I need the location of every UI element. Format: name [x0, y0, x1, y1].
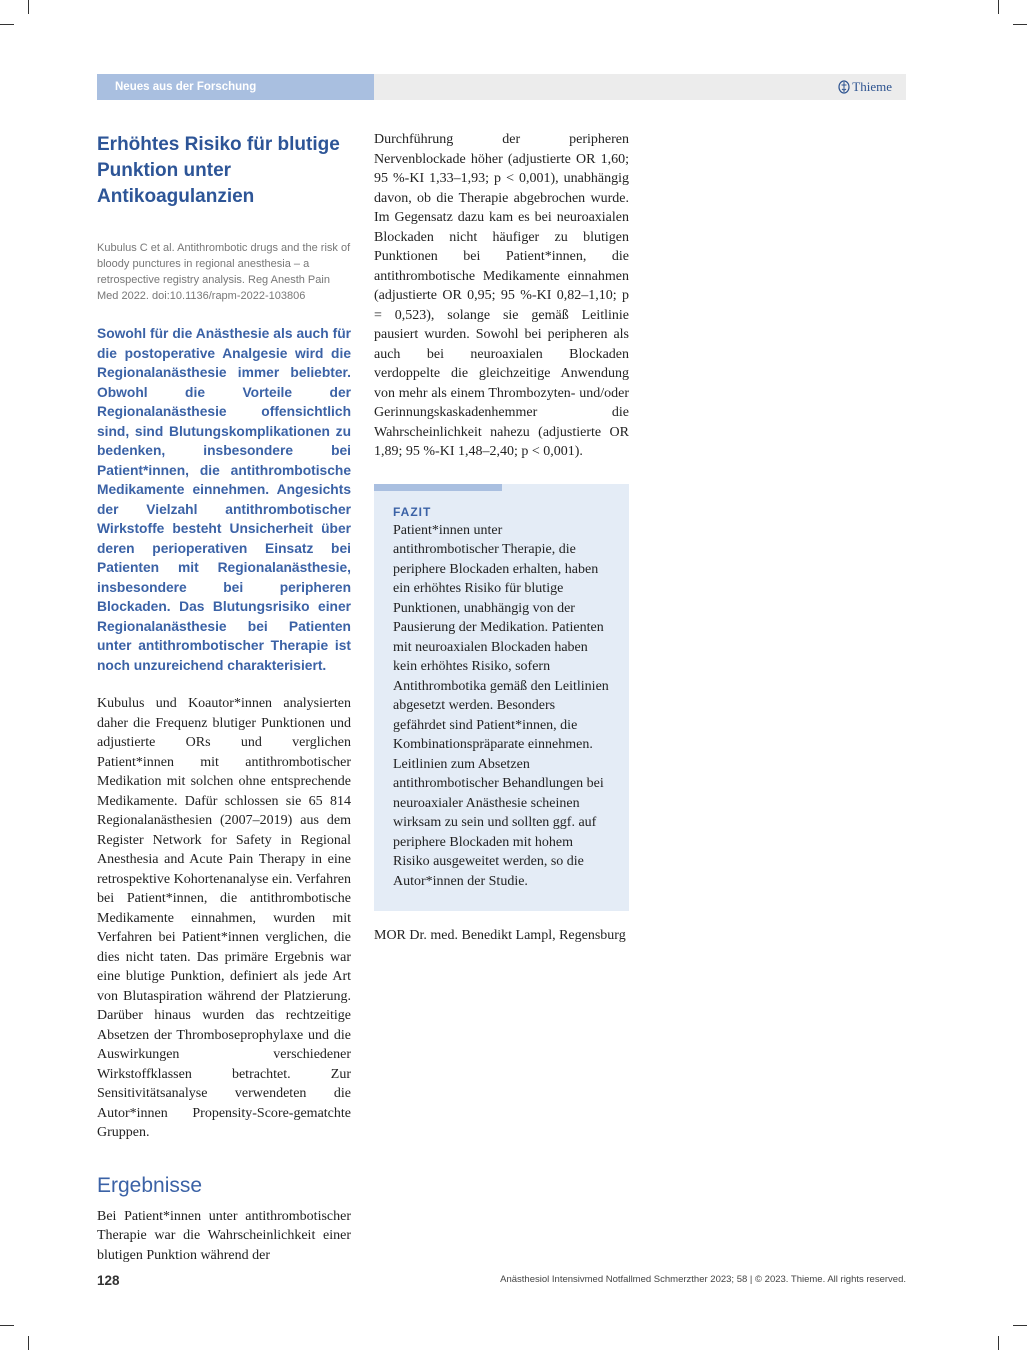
thieme-seal-icon	[838, 80, 850, 94]
crop-mark	[0, 24, 14, 25]
crop-mark	[998, 0, 999, 14]
page-number: 128	[97, 1273, 120, 1288]
abstract: Sowohl für die Anästhesie als auch für die postoperative Analgesie wird die Regionalanästhesie immer beliebter. Obwohl die Vorteile der Regionalanästhesie offensichtlich sind, sind Blutungskomplikationen zu bedenken, insbesondere bei Patient*innen, die antithrombotische Medikamente einnehmen. Angesichts der Vielzahl antithrombotischer Wirkstoffe besteht Unsicherheit über deren perioperativen Einsatz bei Patienten mit Regionalanästhesie, insbesondere bei peripheren Blockaden. Das Blutungsrisiko einer Regionalanästhesie bei Patienten unter antithrombotischer Therapie ist noch unzureichend charakterisiert.	[97, 326, 351, 673]
fazit-text: Patient*innen unter antithrombotischer Therapie, die periphere Blockaden erhalten, haben ein erhöhtes Risiko für blutige Punktionen, unabhängig von der Pausierung der Medikation. Patienten mit neuroaxialen Blockaden haben kein erhöhtes Risiko, sofern Antithrombotika gemäß den Leitlinien abgesetzt werden. Besonders gefährdet sind Patient*innen, die Kombinationspräparate einnehmen. Leitlinien zum Absetzen antithrombotischer Behandlungen bei neuroaxialer Anästhesie scheinen wirksam zu sein und sollten ggf. auf periphere Blockaden mit hohem Risiko ausgeweitet werden, so die Autor*innen der Studie.	[393, 522, 609, 889]
crop-mark	[998, 1336, 999, 1350]
article-title: Erhöhtes Risiko für blutige Punktion unter Antikoagulanzien	[97, 134, 340, 207]
section-label: Neues aus der Forschung	[97, 74, 374, 100]
journal-info: Anästhesiol Intensivmed Notfallmed Schmerzther 2023; 58 | © 2023. Thieme. All rights reserved.	[500, 1274, 906, 1285]
author-line: MOR Dr. med. Benedikt Lampl, Regensburg	[374, 928, 626, 943]
fazit-accent-bar	[374, 484, 502, 491]
results-paragraph-continued: Durchführung der peripheren Nervenblockade höher (adjustierte OR 1,60; 95 %-KI 1,33–1,93; p < 0,001), unabhängig davon, ob die Therapie abgebrochen wurde. Im Gegensatz dazu kam es bei neuroaxialen Blockaden nicht häufiger zu blutigen Punktionen bei Patient*innen, die antithrombotische Medikamente einnahmen (adjustierte OR 0,95; 95 %-KI 0,82–1,10; p = 0,523), solange sie gemäß Leitlinie pausiert wurden. Sowohl bei peripheren als auch bei neuroaxialen Blockaden verdoppelte die gleichzeitige Anwendung von mehr als einem Thrombozyten- und/oder Gerinnungskaskadenhemmer die Wahrscheinlichkeit nahezu (adjustierte OR 1,89; 95 %-KI 1,48–2,40; p < 0,001).	[374, 132, 629, 459]
brand-logo	[838, 74, 892, 100]
brand-name: Thieme	[852, 79, 892, 94]
crop-mark	[0, 1325, 14, 1326]
header-band	[374, 74, 906, 100]
crop-mark	[28, 0, 29, 14]
citation: Kubulus C et al. Antithrombotic drugs and the risk of bloody punctures in regional anesthesia – a retrospective registry analysis. Reg Anesth Pain Med 2022. doi:10.1136/rapm-2022-103806	[97, 242, 351, 302]
results-heading: Ergebnisse	[97, 1173, 203, 1197]
methods-paragraph: Kubulus und Koautor*innen analysierten daher die Frequenz blutiger Punktionen und adjustierte ORs und verglichen Patient*innen mit antithrombotischer Medikation mit solchen ohne entsprechende Medikamente. Dafür schlossen sie 65 814 Regionalanästhesien (2007–2019) aus dem Register Network for Safety in Regional Anesthesia and Acute Pain Therapy in eine retrospektive Kohortenanalyse ein. Verfahren bei Patient*innen, die antithrombotische Medikamente einnahmen, wurden mit Verfahren bei Patient*innen verglichen, die dies nicht taten. Das primäre Ergebnis war eine blutige Punktion, definiert als jede Art von Blutaspiration während der Platzierung. Darüber hinaus wurden das rechtzeitige Absetzen der Thromboseprophylaxe und die Auswirkungen verschiedener Wirkstoffklassen betrachtet. Zur Sensitivitätsanalyse verwendeten die Autor*innen Propensity-Score-gematchte Gruppen.	[97, 696, 351, 1140]
crop-mark	[1013, 24, 1027, 25]
crop-mark	[28, 1336, 29, 1350]
left-column	[97, 132, 351, 1265]
fazit-title: FAZIT	[393, 504, 432, 519]
results-paragraph-start: Bei Patient*innen unter antithrombotischer Therapie war die Wahrscheinlichkeit einer blutigen Punktion während der	[97, 1208, 351, 1263]
right-column	[374, 130, 629, 944]
fazit-box	[374, 484, 629, 912]
crop-mark	[1013, 1325, 1027, 1326]
